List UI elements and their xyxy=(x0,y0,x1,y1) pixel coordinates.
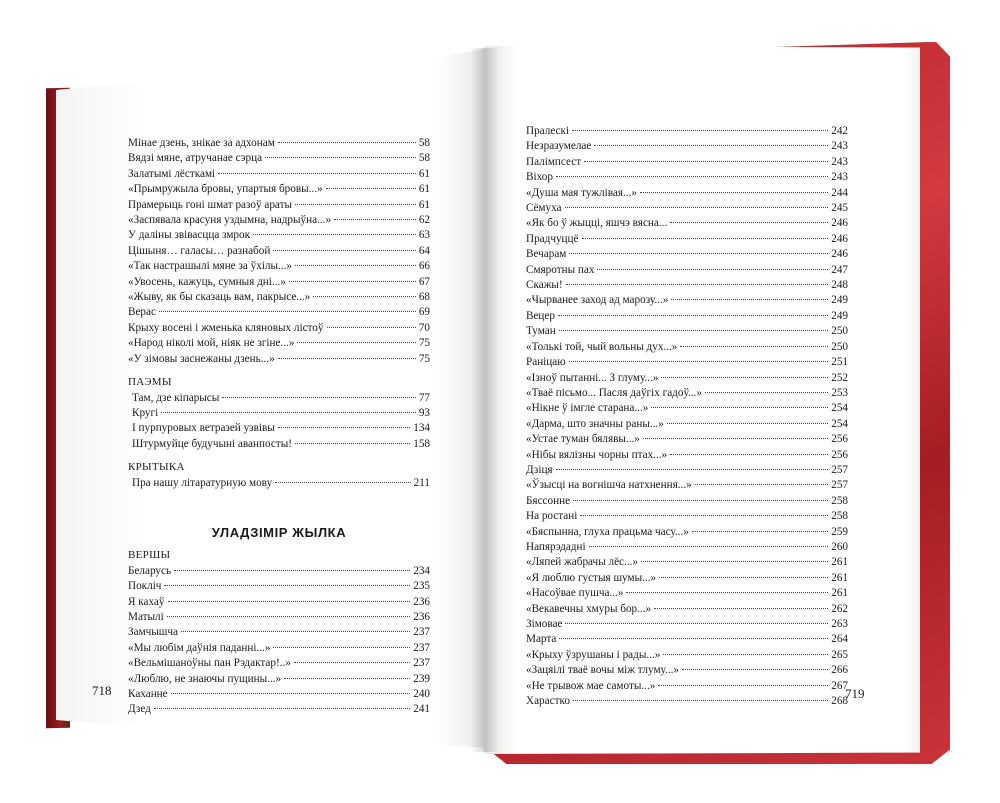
toc-leader-dots xyxy=(661,377,828,378)
toc-leader-dots xyxy=(569,253,828,254)
toc-leader-dots xyxy=(297,342,415,343)
toc-entry-page: 75 xyxy=(418,337,430,350)
toc-leader-dots xyxy=(168,601,411,602)
toc-entry-page: 63 xyxy=(418,229,430,242)
toc-leader-dots xyxy=(594,145,828,146)
toc-entry-page: 257 xyxy=(831,463,848,476)
toc-entry-page: 235 xyxy=(413,580,430,593)
toc-entry-page: 254 xyxy=(831,417,848,430)
toc-list-poems xyxy=(128,391,430,453)
toc-entry-page: 61 xyxy=(418,198,430,211)
toc-entry xyxy=(128,352,430,367)
toc-entry-page: 246 xyxy=(831,232,848,245)
toc-entry-title: «Ізноў пытанні... З глуму...» xyxy=(526,371,659,384)
toc-leader-dots xyxy=(559,638,828,639)
toc-entry xyxy=(526,293,848,308)
toc-entry xyxy=(526,478,848,493)
toc-leader-dots xyxy=(651,407,828,408)
toc-entry-title: Цішыня… галасы… разнабой xyxy=(128,244,271,257)
toc-entry xyxy=(526,540,848,555)
toc-leader-dots xyxy=(295,265,416,266)
toc-entry xyxy=(128,182,430,197)
toc-entry xyxy=(526,124,848,139)
toc-leader-dots xyxy=(659,577,828,578)
toc-entry-page: 258 xyxy=(831,510,848,523)
toc-entry-page: 64 xyxy=(418,244,430,257)
toc-entry-title: На ростані xyxy=(526,510,578,523)
toc-entry xyxy=(526,663,848,678)
toc-entry-title: «Устае туман бялявы...» xyxy=(526,433,640,446)
toc-entry-title: «Як бо ў жыцці, яшчэ вясна... xyxy=(526,217,668,230)
toc-entry-title: «Нікне ў імгле старана...» xyxy=(526,402,649,415)
toc-entry-title: «Я люблю густыя шумы...» xyxy=(526,571,657,584)
toc-entry xyxy=(128,228,430,243)
right-page-contents xyxy=(526,124,848,709)
toc-entry-page: 58 xyxy=(418,137,430,149)
toc-entry-title: «Тваё пісьмо... Пасля даўгіх гадоў...» xyxy=(526,386,702,399)
toc-entry-title: «Народ ніколі мой, ніяк не згіне...» xyxy=(128,337,295,350)
toc-leader-dots xyxy=(680,346,828,347)
toc-entry-title: Вечарам xyxy=(526,248,567,261)
toc-leader-dots xyxy=(253,234,416,235)
toc-leader-dots xyxy=(654,608,828,609)
toc-entry-page: 246 xyxy=(831,248,848,261)
toc-entry-page: 250 xyxy=(831,325,848,338)
toc-entry-page: 261 xyxy=(831,571,848,584)
toc-entry xyxy=(128,305,430,320)
toc-entry xyxy=(128,406,430,421)
toc-leader-dots xyxy=(558,315,828,316)
toc-entry xyxy=(526,494,848,509)
toc-entry-page: 243 xyxy=(831,155,848,168)
toc-leader-dots xyxy=(295,204,416,205)
toc-leader-dots xyxy=(569,361,829,362)
toc-leader-dots xyxy=(294,662,410,663)
toc-entry xyxy=(526,417,848,432)
toc-entry-page: 257 xyxy=(831,479,848,492)
page-number-left: 718 xyxy=(92,683,112,698)
toc-entry xyxy=(128,391,430,406)
toc-entry-title: Бяссонне xyxy=(526,494,571,507)
toc-leader-dots xyxy=(565,623,828,624)
toc-entry-page: 242 xyxy=(831,125,848,137)
toc-entry-title: «Чырванее заход ад марозу...» xyxy=(526,294,669,307)
toc-entry-title: Пра нашу літаратурную мову xyxy=(132,476,273,489)
toc-entry-page: 66 xyxy=(418,260,430,273)
toc-entry xyxy=(128,275,430,290)
toc-entry xyxy=(526,602,848,617)
toc-entry-title: Палімпсест xyxy=(526,155,582,168)
toc-leader-dots xyxy=(667,423,828,424)
toc-entry-title: У даліны звівасцца змрок xyxy=(128,229,251,242)
toc-entry-title: «Дарма, што значны раны...» xyxy=(526,417,664,430)
toc-leader-dots xyxy=(164,585,410,586)
toc-entry-page: 243 xyxy=(831,171,848,184)
toc-leader-dots xyxy=(334,219,416,220)
toc-entry xyxy=(128,136,430,151)
toc-entry xyxy=(128,687,430,702)
toc-entry-page: 211 xyxy=(413,476,430,489)
toc-entry-title: «Увосень, кажуць, сумныя дні...» xyxy=(128,275,286,288)
toc-leader-dots xyxy=(265,157,416,158)
toc-entry xyxy=(128,641,430,656)
toc-leader-dots xyxy=(695,484,828,485)
toc-leader-dots xyxy=(670,222,828,223)
section-heading-critique: КРЫТЫКА xyxy=(128,461,185,474)
toc-entry-page: 68 xyxy=(418,291,430,304)
toc-entry xyxy=(526,525,848,540)
toc-entry-title: Кругі xyxy=(132,406,159,419)
toc-list-right xyxy=(526,124,848,709)
toc-entry-title: Пралескі xyxy=(526,125,570,137)
author-heading: УЛАДЗІМІР ЖЫЛКА xyxy=(211,524,347,540)
toc-entry-title: Я кахаў xyxy=(128,595,165,608)
toc-entry-title: «Векавечны хмуры бор...» xyxy=(526,602,652,615)
toc-list-critique xyxy=(128,476,430,491)
toc-entry-title: Раніцаю xyxy=(526,356,566,369)
toc-entry-title: Беларусь xyxy=(128,564,172,577)
toc-entry xyxy=(526,340,848,355)
toc-entry-page: 70 xyxy=(418,321,430,334)
toc-entry-title: Туман xyxy=(526,325,556,338)
toc-entry-title: «Зацяілі тваё вочы між тлуму...» xyxy=(526,664,679,677)
toc-entry-title: Штурмуйце будучыні аванпосты! xyxy=(132,437,292,450)
toc-leader-dots xyxy=(273,250,416,251)
toc-entry-page: 260 xyxy=(831,540,848,553)
toc-entry xyxy=(526,555,848,570)
toc-entry-page: 267 xyxy=(831,679,848,692)
toc-entry xyxy=(526,309,848,324)
toc-entry-page: 58 xyxy=(418,152,430,165)
toc-leader-dots xyxy=(218,173,416,174)
toc-entry-page: 256 xyxy=(831,448,848,461)
toc-leader-dots xyxy=(671,299,828,300)
toc-entry xyxy=(128,151,430,166)
toc-entry-page: 261 xyxy=(831,587,848,600)
toc-entry-page: 243 xyxy=(831,140,848,153)
toc-entry xyxy=(128,213,430,228)
toc-leader-dots xyxy=(626,592,828,593)
toc-entry-title: «Не трывож мае самоты...» xyxy=(526,679,656,692)
toc-entry-title: «Крыху ўзрушаны і рады...» xyxy=(526,648,661,661)
toc-entry-title: Дзед xyxy=(128,703,151,716)
toc-entry-title: «У зімовы заснежаны дзень...» xyxy=(128,352,275,365)
toc-entry-title: Залатымі лёсткамі xyxy=(128,167,216,180)
toc-entry-page: 268 xyxy=(831,695,848,708)
toc-entry xyxy=(128,579,430,594)
toc-leader-dots xyxy=(584,161,828,162)
toc-entry-page: 249 xyxy=(831,309,848,322)
toc-entry-title: «Мы любім даўнія паданні...» xyxy=(128,641,271,654)
toc-entry xyxy=(526,694,848,709)
toc-leader-dots xyxy=(171,693,411,694)
toc-entry xyxy=(526,355,848,370)
toc-leader-dots xyxy=(278,427,410,428)
toc-entry xyxy=(128,336,430,351)
toc-leader-dots xyxy=(278,358,416,359)
toc-entry-title: Марта xyxy=(526,633,557,646)
toc-entry xyxy=(526,586,848,601)
toc-entry-page: 266 xyxy=(831,664,848,677)
toc-entry-page: 237 xyxy=(413,657,430,670)
toc-entry xyxy=(526,247,848,262)
toc-entry-page: 237 xyxy=(413,626,430,639)
toc-entry-page: 62 xyxy=(418,214,430,227)
left-page-contents xyxy=(128,136,430,718)
toc-entry-page: 247 xyxy=(831,263,848,276)
toc-entry xyxy=(128,672,430,687)
toc-entry-title: Там, дзе кіпарысы xyxy=(132,391,220,404)
toc-entry xyxy=(526,617,848,632)
toc-leader-dots xyxy=(566,284,829,285)
toc-leader-dots xyxy=(556,176,828,177)
toc-leader-dots xyxy=(556,469,829,470)
toc-entry-page: 264 xyxy=(831,633,848,646)
toc-entry-page: 61 xyxy=(418,183,430,196)
toc-leader-dots xyxy=(641,561,828,562)
toc-entry-title: Крыху восені і жменька кляновых лістоў xyxy=(128,321,324,334)
toc-entry-title: Матылі xyxy=(128,610,164,623)
toc-leader-dots xyxy=(289,281,416,282)
toc-entry-title: Каханне xyxy=(128,688,168,700)
toc-entry-page: 236 xyxy=(413,595,430,608)
toc-leader-dots xyxy=(640,192,828,193)
toc-entry xyxy=(128,321,430,336)
toc-entry xyxy=(526,571,848,586)
toc-entry-title: «Бяспынна, глуха працьма часу...» xyxy=(526,525,689,538)
toc-leader-dots xyxy=(161,412,416,413)
toc-entry-page: 250 xyxy=(831,340,848,353)
toc-entry-title: Сёмуха xyxy=(526,202,562,215)
toc-entry-page: 93 xyxy=(418,406,430,419)
toc-entry-page: 69 xyxy=(418,306,430,319)
toc-entry xyxy=(526,201,848,216)
book-gutter xyxy=(470,48,500,752)
toc-entry-page: 241 xyxy=(413,703,430,716)
toc-list-verses xyxy=(128,564,430,718)
page-number-right: 719 xyxy=(845,686,865,701)
toc-entry xyxy=(526,170,848,185)
toc-entry xyxy=(526,371,848,386)
toc-leader-dots xyxy=(658,685,828,686)
toc-leader-dots xyxy=(181,631,410,632)
toc-entry-page: 259 xyxy=(831,525,848,538)
toc-entry-title: Покліч xyxy=(128,580,162,593)
toc-entry-page: 254 xyxy=(831,402,848,415)
toc-entry-page: 248 xyxy=(831,279,848,292)
toc-entry xyxy=(128,476,430,491)
toc-entry-page: 245 xyxy=(831,202,848,215)
toc-leader-dots xyxy=(643,438,828,439)
toc-leader-dots xyxy=(705,392,828,393)
toc-leader-dots xyxy=(326,188,416,189)
toc-entry-page: 77 xyxy=(418,391,430,404)
toc-entry-page: 61 xyxy=(418,167,430,180)
toc-entry xyxy=(128,244,430,259)
toc-entry-page: 249 xyxy=(831,294,848,307)
toc-entry xyxy=(526,632,848,647)
toc-leader-dots xyxy=(682,669,828,670)
toc-entry xyxy=(526,324,848,339)
toc-entry-title: «Нібы вялізны чорны птах...» xyxy=(526,448,668,461)
toc-entry-page: 244 xyxy=(831,186,848,199)
toc-entry-title: «Насоўвае пушча...» xyxy=(526,587,624,600)
toc-leader-dots xyxy=(167,616,410,617)
toc-entry xyxy=(526,263,848,278)
toc-entry xyxy=(526,278,848,293)
toc-entry-title: «Люблю, не знаючы пущины...» xyxy=(128,672,282,685)
toc-leader-dots xyxy=(295,443,410,444)
toc-entry xyxy=(128,421,430,436)
toc-leader-dots xyxy=(327,327,416,328)
toc-entry xyxy=(526,648,848,663)
toc-entry xyxy=(526,509,848,524)
toc-leader-dots xyxy=(572,130,828,131)
toc-leader-dots xyxy=(589,546,829,547)
toc-entry-title: «Прымружыла бровы, упартыя бровы...» xyxy=(128,183,323,196)
toc-entry-title: Віхор xyxy=(526,171,553,184)
toc-leader-dots xyxy=(222,397,416,398)
toc-entry-page: 75 xyxy=(418,352,430,365)
toc-entry xyxy=(526,401,848,416)
toc-entry xyxy=(526,186,848,201)
toc-entry xyxy=(526,386,848,401)
toc-leader-dots xyxy=(597,269,828,270)
toc-entry xyxy=(128,702,430,717)
toc-entry xyxy=(526,232,848,247)
toc-leader-dots xyxy=(154,708,410,709)
toc-entry xyxy=(128,625,430,640)
toc-entry-page: 265 xyxy=(831,648,848,661)
toc-leader-dots xyxy=(663,654,828,655)
toc-entry xyxy=(128,564,430,579)
toc-entry-title: Смяротны пах xyxy=(526,263,595,276)
toc-entry-title: «Жыву, як бы сказаць вам, пакрысе...» xyxy=(128,291,311,304)
toc-entry-title: Напярэдадні xyxy=(526,540,586,553)
section-heading-verses: ВЕРШЫ xyxy=(128,549,171,562)
toc-entry-title: Мінае дзень, знікае за адхонам xyxy=(128,137,275,149)
toc-entry xyxy=(128,610,430,625)
toc-entry-page: 262 xyxy=(831,602,848,615)
toc-leader-dots xyxy=(174,570,410,571)
toc-entry-page: 134 xyxy=(413,422,430,435)
toc-entry xyxy=(526,216,848,231)
toc-entry-page: 256 xyxy=(831,433,848,446)
toc-entry-page: 239 xyxy=(413,672,430,685)
toc-entry-title: «Заспявала красуня уздымна, надрыўна...» xyxy=(128,214,332,227)
toc-entry-title: Дзіця xyxy=(526,463,553,476)
toc-entry-page: 240 xyxy=(413,688,430,700)
section-heading-poems: ПАЭМЫ xyxy=(128,376,172,389)
toc-entry xyxy=(526,679,848,694)
toc-entry-title: «Вельмішаноўны пан Рэдактар!..» xyxy=(128,657,291,670)
toc-entry xyxy=(526,432,848,447)
toc-entry-title: Вядзі мяне, атручанае сэрца xyxy=(128,152,263,165)
toc-leader-dots xyxy=(582,238,829,239)
toc-leader-dots xyxy=(573,500,828,501)
toc-entry-page: 252 xyxy=(831,371,848,384)
toc-entry-title: «Душа мая тужлівая...» xyxy=(526,186,637,199)
toc-leader-dots xyxy=(580,515,828,516)
toc-entry-title: Прадчуццё xyxy=(526,232,579,245)
toc-entry xyxy=(128,259,430,274)
toc-leader-dots xyxy=(692,531,828,532)
toc-entry-title: «Толькі той, чый вольны дух...» xyxy=(526,340,678,353)
toc-entry-page: 251 xyxy=(831,356,848,369)
toc-entry-page: 67 xyxy=(418,275,430,288)
toc-entry-title: Харастко xyxy=(526,695,570,708)
toc-entry xyxy=(128,437,430,452)
toc-entry-page: 234 xyxy=(413,564,430,577)
toc-leader-dots xyxy=(273,647,410,648)
toc-leader-dots xyxy=(275,482,410,483)
toc-entry xyxy=(526,463,848,478)
toc-entry xyxy=(128,595,430,610)
toc-entry-title: Зімовае xyxy=(526,618,563,630)
toc-leader-dots xyxy=(565,207,829,208)
toc-leader-dots xyxy=(278,142,416,143)
toc-entry-page: 253 xyxy=(831,386,848,399)
toc-entry-page: 158 xyxy=(413,437,430,450)
toc-leader-dots xyxy=(559,330,829,331)
toc-entry-title: «Так настрашылі мяне за ўхілы...» xyxy=(128,260,293,273)
toc-entry-title: Скажы! xyxy=(526,279,563,292)
toc-entry-title: «Ўзысці на вогнішча натхнення...» xyxy=(526,479,692,492)
toc-entry-title: Замчышча xyxy=(128,626,178,639)
toc-leader-dots xyxy=(670,454,828,455)
toc-entry xyxy=(128,290,430,305)
toc-entry-page: 263 xyxy=(831,618,848,630)
toc-entry-page: 236 xyxy=(413,610,430,623)
toc-entry-title: І пурпуровых ветразей узвівы xyxy=(132,422,275,435)
toc-entry xyxy=(128,167,430,182)
toc-entry-page: 258 xyxy=(831,494,848,507)
toc-leader-dots xyxy=(159,311,416,312)
toc-entry-title: Прамерыць гоні шмат разоў араты xyxy=(128,198,292,211)
toc-entry xyxy=(526,155,848,170)
toc-entry-title: Незразумелае xyxy=(526,140,592,153)
toc-leader-dots xyxy=(573,700,828,701)
toc-entry-title: Верас xyxy=(128,306,156,319)
toc-entry-title: «Ляпей жабрачы лёс...» xyxy=(526,556,639,569)
toc-entry xyxy=(128,198,430,213)
toc-leader-dots xyxy=(284,678,410,679)
toc-entry xyxy=(128,656,430,671)
toc-leader-dots xyxy=(313,296,416,297)
toc-entry-title: Вецер xyxy=(526,309,555,322)
toc-entry xyxy=(526,448,848,463)
toc-entry-page: 261 xyxy=(831,556,848,569)
toc-entry-page: 237 xyxy=(413,641,430,654)
toc-list-top xyxy=(128,136,430,367)
toc-entry-page: 246 xyxy=(831,217,848,230)
toc-entry xyxy=(526,139,848,154)
